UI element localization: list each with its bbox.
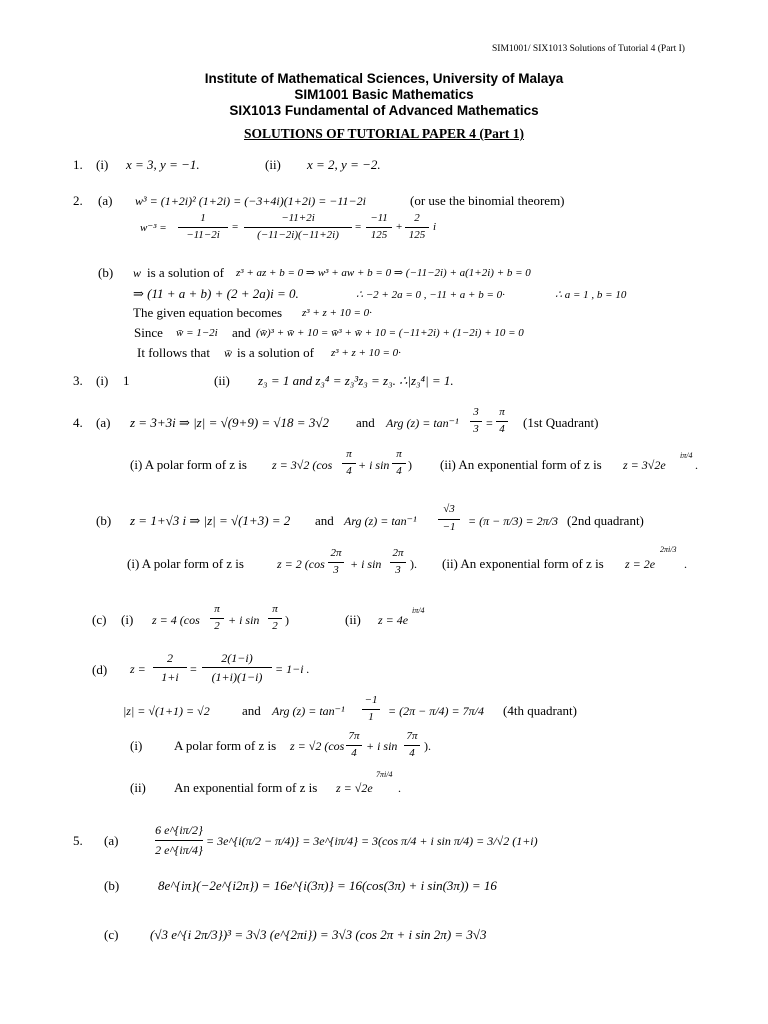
q2b-equation-chain: z³ + az + b = 0 ⇒ w³ + aw + b = 0 ⇒ (−11−2i) + a(1+2i) + b = 0 [236,267,531,279]
q4b-polar: z = 2 (cos [277,557,325,571]
running-header: SIM1001/ SIX1013 Solutions of Tutorial 4 (Part I) [492,44,685,54]
q4b-modulus: z = 1+√3 i ⇒ |z| = √(1+3) = 2 [130,513,291,528]
q4a-and: and [356,415,375,430]
q4d-part-i: (i) [130,738,143,753]
q2b-becomes-label: The given equation becomes [133,305,283,320]
q4b-polar-f1-num: 2π [330,547,342,559]
q4b-frac-den: −1 [442,521,456,533]
q4c-part-ii: (ii) [345,612,361,627]
q3-answer-ii: z₃ = 1 and z₃⁴ = z₃³z₃ = z₃. ∴|z₃⁴| = 1. [258,373,454,388]
q2a-frac4-bar [405,227,429,228]
q4a-polar-f2-bar [392,463,406,464]
q4b-exp-power: 2πi/3 [660,545,677,554]
q2a-eq-1: = [232,221,239,233]
q4d-arg: Arg (z) = tan⁻¹ [272,704,345,718]
q4d-f1-den: 1+i [161,670,179,684]
q4d-polar-close: ). [424,739,431,753]
q4b-arg: Arg (z) = tan⁻¹ [344,514,417,528]
q4d-frac-bar [362,709,380,710]
q4-part-d: (d) [92,662,108,677]
q4a-polar-f1-num: π [346,448,352,460]
q4b-polar-close: ). [410,557,417,571]
q2b-solution: ∴ a = 1 , b = 10 [555,289,627,301]
q4a-polar-f1-den: 4 [346,465,352,477]
q4a-pi-bar [496,421,508,422]
q2a-note: (or use the binomial theorem) [410,193,565,208]
q2a-frac4-num: 2 [414,212,420,224]
q4b-polar-f2-num: 2π [392,547,404,559]
q4a-polar-label: (i) A polar form of z is [130,457,247,472]
q4d-f1-bar [153,667,187,668]
q2a-frac3-den: 125 [370,229,388,241]
q2b-is-solution: is a solution of [147,265,224,280]
q2b-follows: It follows that [137,345,210,360]
q2b-system: ∴ −2 + 2a = 0 , −11 + a + b = 0· [356,289,505,301]
q4c-mid: + i sin [228,613,260,627]
q4-part-c: (c) [92,612,107,627]
q4-number: 4. [73,415,83,430]
q4d-polar-f2-den: 4 [409,747,415,759]
q4a-exp-label: (ii) An exponential form of z is [440,457,602,472]
q4a-frac-den: 3 [473,423,479,435]
q4b-exp-label: (ii) An exponential form of z is [442,556,604,571]
q2a-cube-equation: w³ = (1+2i)² (1+2i) = (−3+4i)(1+2i) = −11−2i [135,194,366,208]
q4b-and: and [315,513,334,528]
q2-number: 2. [73,193,83,208]
title-course-1: SIM1001 Basic Mathematics [294,87,474,102]
q2b-verification: (w̄)³ + w̄ + 10 = w̄³ + w̄ + 10 = (−11+2i) + (1−2i) + 10 = 0 [256,327,524,339]
q4b-polar-label: (i) A polar form of z is [127,556,244,571]
q4d-polar-mid: + i sin [366,739,398,753]
q5a-result: = 3e^{i(π/2 − π/4)} = 3e^{iπ/4} = 3(cos π/4 + i sin π/4) = 3/√2 (1+i) [206,834,538,848]
q4a-quadrant: (1st Quadrant) [523,415,599,430]
q4a-frac-bar [470,421,482,422]
q5a-frac-bar [155,840,203,841]
q2a-frac2-den: (−11−2i)(−11+2i) [257,229,339,241]
q4c-exp: z = 4e [378,613,409,627]
q5a-frac-num: 6 e^{iπ/2} [155,823,203,837]
q4a-polar: z = 3√2 (cos [272,458,333,472]
q4d-frac-num: −1 [364,694,378,706]
q4b-polar-mid: + i sin [350,557,382,571]
q2a-frac1-num: 1 [200,212,206,224]
q4a-polar-mid: + i sin [358,458,390,472]
q4c-f2-den: 2 [272,620,278,632]
q4b-exp: z = 2e [625,557,656,571]
q1-part-i: (i) [96,157,109,172]
q4d-f2-bar [202,667,272,668]
q4a-pi-den: 4 [499,423,505,435]
q5-part-b: (b) [104,878,120,893]
q4b-polar-f1-bar [328,562,344,563]
q2a-inverse-lhs: w⁻³ = [140,222,167,234]
q4a-polar-close: ) [408,458,412,472]
q2a-plus: + [396,221,403,233]
q4d-polar-f2-bar [404,745,420,746]
q4b-arg-rest: = (π − π/3) = 2π/3 [468,514,558,528]
q2b-wbar-2: w̄ [224,346,233,360]
q3-part-ii: (ii) [214,373,230,388]
q4d-polar-f1-den: 4 [351,747,357,759]
q4d-polar-f1-bar [346,745,362,746]
q4c-f2-num: π [272,603,278,615]
q4b-frac-num: √3 [443,503,455,515]
q2a-frac2-num: −11+2i [281,212,315,224]
q2b-w: w [133,266,142,280]
q4c-exp-power: iπ/4 [412,606,425,615]
q4c-close: ) [285,613,289,627]
q2a-frac3-bar [366,227,392,228]
q2b-is-solution-2: is a solution of [237,345,314,360]
q4-part-b: (b) [96,513,112,528]
q3-answer-i: 1 [123,373,130,388]
q4a-modulus: z = 3+3i ⇒ |z| = √(9+9) = √18 = 3√2 [130,415,329,430]
q2a-frac1-bar [178,227,228,228]
q4d-arg-rest: = (2π − π/4) = 7π/4 [388,704,484,718]
q4c-f1-num: π [214,603,220,615]
q2b-since: Since [134,325,163,340]
q4d-exp: z = √2e [336,781,373,795]
q1-number: 1. [73,157,83,172]
q5-part-a: (a) [104,833,119,848]
q2a-frac4-den: 125 [408,229,426,241]
q3-number: 3. [73,373,83,388]
q4d-exp-end: . [398,781,401,795]
q4a-arg: Arg (z) = tan⁻¹ [386,416,459,430]
q4a-polar-f2-den: 4 [396,465,402,477]
q4a-pi-num: π [499,406,505,418]
q4d-f1-num: 2 [167,651,173,665]
q2b-becomes-eq: z³ + z + 10 = 0· [302,307,372,319]
q2b-final-eq: z³ + z + 10 = 0· [331,347,401,359]
q4d-polar-f1-num: 7π [348,730,360,742]
q2b-implication: ⇒ (11 + a + b) + (2 + 2a)i = 0. [133,286,299,301]
q4c-f1-bar [210,618,224,619]
q4d-f2-den: (1+i)(1−i) [211,670,263,684]
q4b-polar-f2-den: 3 [395,564,401,576]
title-institute: Institute of Mathematical Sciences, University of Malaya [204,71,564,86]
q4d-frac-den: 1 [368,711,374,723]
q4d-quadrant: (4th quadrant) [503,703,578,718]
q4a-exp-power: iπ/4 [680,451,693,460]
q5a-frac-den: 2 e^{iπ/4} [155,843,203,857]
q4b-polar-f2-bar [390,562,406,563]
q4d-modulus: |z| = √(1+1) = √2 [123,704,210,718]
q4d-part-ii: (ii) [130,780,146,795]
q4c-f1-den: 2 [214,620,220,632]
q4b-exp-end: . [684,557,687,571]
q4d-equals: = [190,662,197,676]
q5c-result: (√3 e^{i 2π/3})³ = 3√3 (e^{2πi}) = 3√3 (cos 2π + i sin 2π) = 3√3 [150,927,487,942]
q2-part-b: (b) [98,265,114,280]
q1-answer-ii: x = 2, y = −2. [307,157,381,172]
q2a-i: i [433,221,437,233]
q3-part-i: (i) [96,373,109,388]
q4a-exp: z = 3√2e [623,458,666,472]
q5b-result: 8e^{iπ}(−2e^{i2π}) = 16e^{i(3π)} = 16(cos(3π) + i sin(3π)) = 16 [158,878,497,893]
q4c-polar: z = 4 (cos [152,613,200,627]
q1-answer-i: x = 3, y = −1. [126,157,200,172]
q4d-and: and [242,703,261,718]
q4d-eq-lhs: z = [130,662,146,676]
q2a-eq-2: = [355,221,362,233]
q4a-polar-f2-num: π [396,448,402,460]
q5-part-c: (c) [104,927,119,942]
q4c-part-i: (i) [121,612,134,627]
q4d-f2-num: 2(1−i) [221,651,253,665]
q4d-exp-label: An exponential form of z is [174,780,318,795]
q2a-frac1-den: −11−2i [186,229,220,241]
q4a-frac-num: 3 [473,406,479,418]
q4c-f2-bar [268,618,282,619]
q4a-exp-end: . [695,458,698,472]
q4b-polar-f1-den: 3 [333,564,339,576]
title-course-2: SIX1013 Fundamental of Advanced Mathematics [229,103,539,118]
q4a-equals: = [486,416,493,430]
document-subtitle: SOLUTIONS OF TUTORIAL PAPER 4 (Part 1) [243,126,525,141]
q4a-polar-f1-bar [342,463,356,464]
q4d-exp-power: 7πi/4 [376,770,393,779]
q4d-eq-rhs: = 1−i . [275,662,310,676]
q4b-frac-bar [438,519,460,520]
q4d-polar: z = √2 (cos [290,739,345,753]
q2a-frac3-num: −11 [370,212,388,224]
q5-number: 5. [73,833,83,848]
q4d-polar-f2-num: 7π [406,730,418,742]
q2-part-a: (a) [98,193,113,208]
q2b-wbar: w̄ = 1−2i [176,327,218,339]
q2a-frac2-bar [244,227,352,228]
q1-part-ii: (ii) [265,157,281,172]
q4b-quadrant: (2nd quadrant) [567,513,644,528]
q4d-polar-label: A polar form of z is [174,738,277,753]
q2b-and: and [232,325,251,340]
q4-part-a: (a) [96,415,111,430]
